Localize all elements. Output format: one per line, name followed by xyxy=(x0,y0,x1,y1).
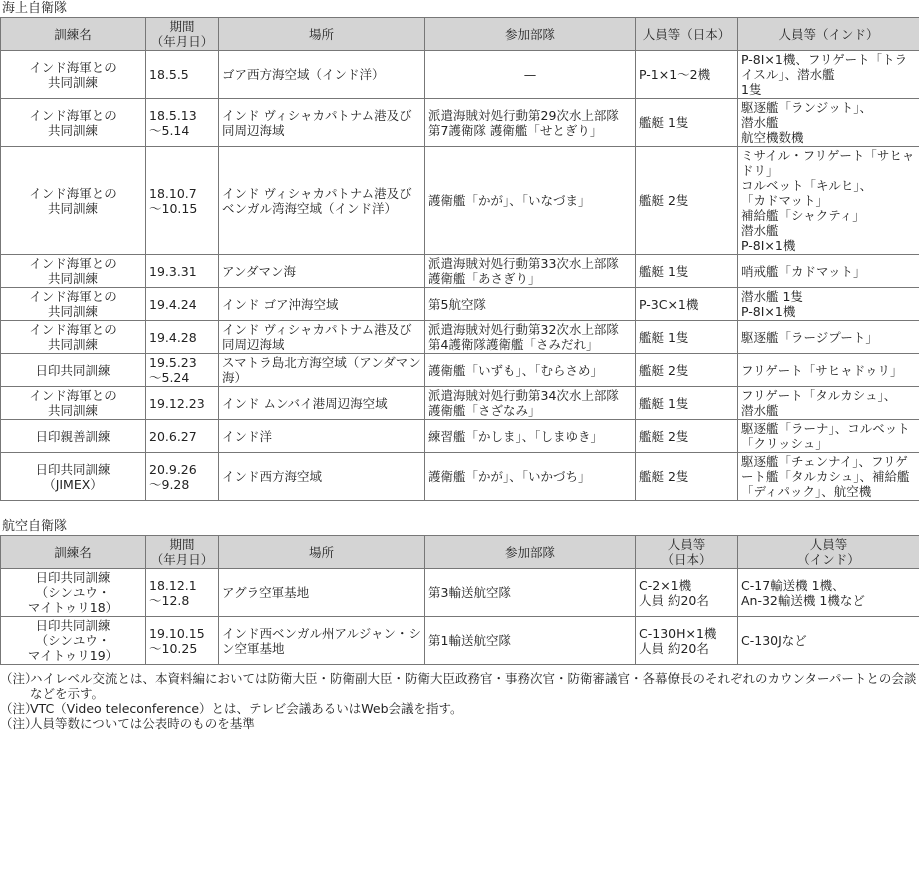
maritime-table xyxy=(0,17,919,501)
table-cell: インド西ベンガル州アルジャン・シン空軍基地 xyxy=(219,617,425,665)
table-cell: 護衛艦「いずも」、「むらさめ」 xyxy=(425,354,636,387)
footnote xyxy=(0,716,919,731)
table-cell: インド海軍との 共同訓練 xyxy=(1,99,146,147)
table-cell: 護衛艦「かが」、「いなづま」 xyxy=(425,147,636,255)
table-cell: インド西方海空域 xyxy=(219,453,425,501)
table-cell: 第5航空隊 xyxy=(425,288,636,321)
column-header: 人員等（インド） xyxy=(738,18,919,51)
table-row xyxy=(1,288,919,321)
table-cell: 駆逐艦「チェンナイ」、フリゲート艦「タルカシュ」、補給艦「ディパック」、航空機 xyxy=(738,453,919,501)
table-body xyxy=(1,51,919,501)
table-cell: 艦艇 1隻 xyxy=(636,255,738,288)
table-cell: ミサイル・フリゲート「サヒャドリ」 コルベット「キルヒ」、 「カドマット」 補給艦「シャクティ」 潜水艦 P-8I×1機 xyxy=(738,147,919,255)
table-cell: 18.5.5 xyxy=(146,51,219,99)
table-cell: P-3C×1機 xyxy=(636,288,738,321)
column-header: 参加部隊 xyxy=(425,18,636,51)
table-cell: 派遣海賊対処行動第34次水上部隊 護衛艦「さざなみ」 xyxy=(425,387,636,420)
table-row xyxy=(1,99,919,147)
maritime-section-title: 海上自衛隊 xyxy=(2,1,68,16)
table-row xyxy=(1,147,919,255)
table-cell: C-130Jなど xyxy=(738,617,919,665)
table-cell: スマトラ島北方海空域（アンダマン海） xyxy=(219,354,425,387)
table-cell: インド海軍との 共同訓練 xyxy=(1,255,146,288)
table-cell: インド ヴィシャカパトナム港及びベンガル湾海空域（インド洋） xyxy=(219,147,425,255)
table-cell: 潜水艦 1隻 P-8I×1機 xyxy=(738,288,919,321)
table-cell: インド海軍との 共同訓練 xyxy=(1,288,146,321)
column-header: 場所 xyxy=(219,18,425,51)
table-cell: 20.6.27 xyxy=(146,420,219,453)
footnote-mark: （注） xyxy=(0,716,38,731)
table-cell: 19.3.31 xyxy=(146,255,219,288)
table-cell: P-8I×1機、フリゲート「トライスル」、潜水艦 1隻 xyxy=(738,51,919,99)
column-header: 訓練名 xyxy=(1,18,146,51)
table-cell: C-17輸送機 1機、 An-32輸送機 1機など xyxy=(738,569,919,617)
table-cell: アグラ空軍基地 xyxy=(219,569,425,617)
column-header: 人員等（日本） xyxy=(636,18,738,51)
table-row xyxy=(1,354,919,387)
table-cell: インド海軍との 共同訓練 xyxy=(1,387,146,420)
table-cell: アンダマン海 xyxy=(219,255,425,288)
table-cell: フリゲート「タルカシュ」、 潜水艦 xyxy=(738,387,919,420)
table-header-row xyxy=(1,536,919,569)
footnote-text: 人員等数については公表時のものを基準 xyxy=(30,716,255,731)
table-cell: インド海軍との 共同訓練 xyxy=(1,321,146,354)
table-cell: 護衛艦「かが」、「いかづち」 xyxy=(425,453,636,501)
table-cell: 19.10.15 ～10.25 xyxy=(146,617,219,665)
table-row xyxy=(1,255,919,288)
footnote-mark: （注） xyxy=(0,671,38,686)
table-cell: 艦艇 1隻 xyxy=(636,99,738,147)
air-section xyxy=(0,518,919,665)
table-cell: インド海軍との 共同訓練 xyxy=(1,147,146,255)
table-cell: 艦艇 1隻 xyxy=(636,387,738,420)
table-row xyxy=(1,321,919,354)
table-cell: フリゲート「サヒャドゥリ」 xyxy=(738,354,919,387)
footnote-text: ハイレベル交流とは、本資料編においては防衛大臣・防衛副大臣・防衛大臣政務官・事務次官・防衛審議官・各幕僚長のそれぞれのカウンターパートとの会談などを示す。 xyxy=(30,671,917,701)
table-row xyxy=(1,569,919,617)
table-cell: 日印共同訓練 xyxy=(1,354,146,387)
column-header: 期間 （年月日） xyxy=(146,536,219,569)
table-cell: 18.10.7 ～10.15 xyxy=(146,147,219,255)
table-row xyxy=(1,617,919,665)
table-cell: ゴア西方海空域（インド洋） xyxy=(219,51,425,99)
table-cell: 日印共同訓練 （JIMEX） xyxy=(1,453,146,501)
table-cell: 艦艇 2隻 xyxy=(636,453,738,501)
air-table xyxy=(0,535,919,665)
table-cell: インド ヴィシャカパトナム港及び同周辺海域 xyxy=(219,321,425,354)
table-row xyxy=(1,387,919,420)
table-cell: C-130H×1機 人員 約20名 xyxy=(636,617,738,665)
table-cell: インド洋 xyxy=(219,420,425,453)
table-cell: 練習艦「かしま」、「しまゆき」 xyxy=(425,420,636,453)
table-cell: 艦艇 2隻 xyxy=(636,354,738,387)
table-cell: 艦艇 2隻 xyxy=(636,147,738,255)
table-cell: インド ゴア沖海空域 xyxy=(219,288,425,321)
table-cell: 日印共同訓練 （シンユウ・ マイトゥリ19） xyxy=(1,617,146,665)
footnote-mark: （注） xyxy=(0,701,38,716)
table-cell: 第1輸送航空隊 xyxy=(425,617,636,665)
table-cell: 19.4.24 xyxy=(146,288,219,321)
table-body xyxy=(1,569,919,665)
table-cell: 哨戒艦「カドマット」 xyxy=(738,255,919,288)
footnote xyxy=(0,671,919,701)
table-cell: 派遣海賊対処行動第29次水上部隊 第7護衛隊 護衛艦「せとぎり」 xyxy=(425,99,636,147)
table-cell: 駆逐艦「ラージプート」 xyxy=(738,321,919,354)
footnote-text: VTC（Video teleconference）とは、テレビ会議あるいはWeb会議を指す。 xyxy=(30,701,463,716)
table-cell: 18.12.1 ～12.8 xyxy=(146,569,219,617)
table-cell: 18.5.13 ～5.14 xyxy=(146,99,219,147)
table-cell: 20.9.26 ～9.28 xyxy=(146,453,219,501)
table-cell: 第3輸送航空隊 xyxy=(425,569,636,617)
table-cell: P-1×1～2機 xyxy=(636,51,738,99)
table-cell: 艦艇 1隻 xyxy=(636,321,738,354)
column-header: 期間 （年月日） xyxy=(146,18,219,51)
table-cell: C-2×1機 人員 約20名 xyxy=(636,569,738,617)
column-header: 訓練名 xyxy=(1,536,146,569)
column-header: 人員等 （インド） xyxy=(738,536,919,569)
table-cell: 駆逐艦「ランジット」、 潜水艦 航空機数機 xyxy=(738,99,919,147)
table-row xyxy=(1,453,919,501)
footnotes xyxy=(0,671,919,731)
table-cell: 派遣海賊対処行動第33次水上部隊 護衛艦「あさぎり」 xyxy=(425,255,636,288)
table-cell: 艦艇 2隻 xyxy=(636,420,738,453)
table-cell: 19.5.23 ～5.24 xyxy=(146,354,219,387)
column-header: 人員等 （日本） xyxy=(636,536,738,569)
table-cell: 駆逐艦「ラーナ」、コルベット「クリッシュ」 xyxy=(738,420,919,453)
table-cell: インド ムンバイ港周辺海空域 xyxy=(219,387,425,420)
footnote xyxy=(0,701,919,716)
table-cell: — xyxy=(425,51,636,99)
table-cell: 19.12.23 xyxy=(146,387,219,420)
column-header: 場所 xyxy=(219,536,425,569)
table-cell: 派遣海賊対処行動第32次水上部隊 第4護衛隊護衛艦「さみだれ」 xyxy=(425,321,636,354)
table-cell: インド海軍との 共同訓練 xyxy=(1,51,146,99)
table-cell: 日印共同訓練 （シンユウ・ マイトゥリ18） xyxy=(1,569,146,617)
table-cell: インド ヴィシャカパトナム港及び同周辺海域 xyxy=(219,99,425,147)
table-cell: 日印親善訓練 xyxy=(1,420,146,453)
table-row xyxy=(1,51,919,99)
column-header: 参加部隊 xyxy=(425,536,636,569)
air-section-title: 航空自衛隊 xyxy=(2,519,68,534)
table-row xyxy=(1,420,919,453)
table-cell: 19.4.28 xyxy=(146,321,219,354)
table-header-row xyxy=(1,18,919,51)
